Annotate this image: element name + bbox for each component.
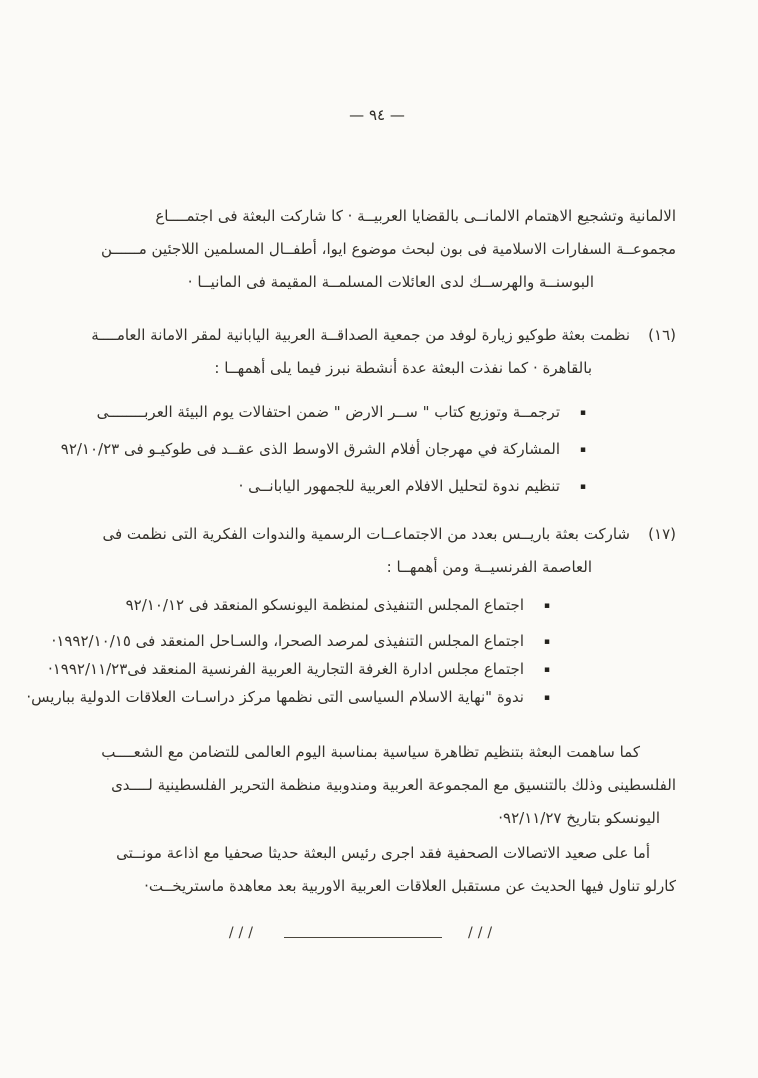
bullet-list-16 xyxy=(60,397,676,502)
bullet-item xyxy=(51,628,550,656)
numbered-item-17 xyxy=(78,518,676,584)
item-line: العاصمة الفرنسيــة ومن أهمهــا : xyxy=(386,558,592,576)
numbered-item-16 xyxy=(78,319,676,385)
paragraph-line: كما ساهمت البعثة بتنظيم تظاهرة سياسية بمناسبة اليوم العالمى للتضامن مع الشعــــب xyxy=(101,743,640,761)
bullet-item xyxy=(78,592,550,620)
bullet-list-17 xyxy=(26,592,676,712)
page-number: — ٩٤ — xyxy=(349,106,405,124)
bullet-item xyxy=(60,434,586,465)
bullet-text: اجتماع المجلس التنفيذى لمرصد الصحرا، والسـاحل المنعقد فى ١٩٩٢/١٠/١٥· xyxy=(51,632,524,650)
asterisk-bullet-icon: ▪ xyxy=(543,665,550,675)
paragraph-line: مجموعــة السفارات الاسلامية فى بون لبحث موضوع ايوا، أطفــال المسلمين اللاجئين مــــــن xyxy=(100,240,676,258)
bullet-text: ترجمــة وتوزيع كتاب " ســر الارض " ضمن احتفالات يوم البيئة العربــــــــى xyxy=(96,403,560,421)
item-body xyxy=(78,518,630,584)
asterisk-bullet-icon: ▪ xyxy=(543,693,550,703)
paragraph-line: كارلو تناول فيها الحديث عن مستقبل العلاقات العربية الاوربية بعد معاهدة ماستريخــت· xyxy=(144,877,676,895)
paragraph-line: الفلسطينى وذلك بالتنسيق مع المجموعة العربية ومندوبية منظمة التحرير الفلسطينية لــــدى xyxy=(111,776,676,794)
paragraph-line: الالمانية وتشجيع الاهتمام الالمانــى بالقضايا العربيــة · كا شاركت البعثة فى اجتمــــاع xyxy=(155,207,676,225)
bullet-text: تنظيم ندوة لتحليل الافلام العربية للجمهور اليابانــى · xyxy=(238,477,560,495)
bullet-item xyxy=(26,684,550,712)
footer-slashes-left: /// xyxy=(228,925,258,941)
bullet-item xyxy=(47,656,550,684)
paragraph-line: البوسنــة والهرســك لدى العائلات المسلمــة المقيمة فى المانيــا · xyxy=(187,273,594,291)
asterisk-bullet-icon: ▪ xyxy=(543,637,550,647)
closing-paragraph-2 xyxy=(78,837,676,903)
item-number: (١٦) xyxy=(648,326,676,344)
bullet-text: المشاركة في مهرجان أفلام الشرق الاوسط الذى عقــد فى طوكيـو فى ٩٢/١٠/٢٣ xyxy=(60,440,560,458)
page-footer xyxy=(64,925,662,941)
paragraph-line: أما على صعيد الاتصالات الصحفية فقد اجرى رئيس البعثة حديثا صحفيا مع اذاعة مونــتى xyxy=(116,844,650,862)
bullet-text: اجتماع مجلس ادارة الغرفة التجارية العربية الفرنسية المنعقد فى١٩٩٢/١١/٢٣· xyxy=(47,660,524,678)
bullet-item xyxy=(78,397,586,428)
closing-paragraph-1 xyxy=(78,736,676,835)
intro-paragraph xyxy=(78,200,676,299)
item-body xyxy=(78,319,630,385)
asterisk-bullet-icon: ▪ xyxy=(543,601,550,611)
item-line: شاركت بعثة باريــس بعدد من الاجتماعــات الرسمية والندوات الفكرية التى نظمت فى xyxy=(102,525,630,543)
item-line: بالقاهرة · كما نفذت البعثة عدة أنشطة نبرز فيما يلى أهمهــا : xyxy=(214,359,592,377)
bullet-text: ندوة "نهاية الاسلام السياسى التى نظمها مركز دراسـات العلاقات الدولية بباريس· xyxy=(26,688,524,706)
bullet-item xyxy=(78,471,586,502)
bullet-text: اجتماع المجلس التنفيذى لمنظمة اليونسكو المنعقد فى ٩٢/١٠/١٢ xyxy=(125,596,524,614)
footer-slashes-right: /// xyxy=(468,925,498,941)
item-line: نظمت بعثة طوكيو زيارة لوفد من جمعية الصداقــة العربية اليابانية لمقر الامانة العامــــة xyxy=(91,326,630,344)
asterisk-bullet-icon: ▪ xyxy=(579,408,586,418)
asterisk-bullet-icon: ▪ xyxy=(579,482,586,492)
footer-rule xyxy=(284,937,442,938)
paragraph-line: اليونسكو بتاريخ ٩٢/١١/٢٧· xyxy=(498,809,660,827)
asterisk-bullet-icon: ▪ xyxy=(579,445,586,455)
item-number: (١٧) xyxy=(648,525,676,543)
